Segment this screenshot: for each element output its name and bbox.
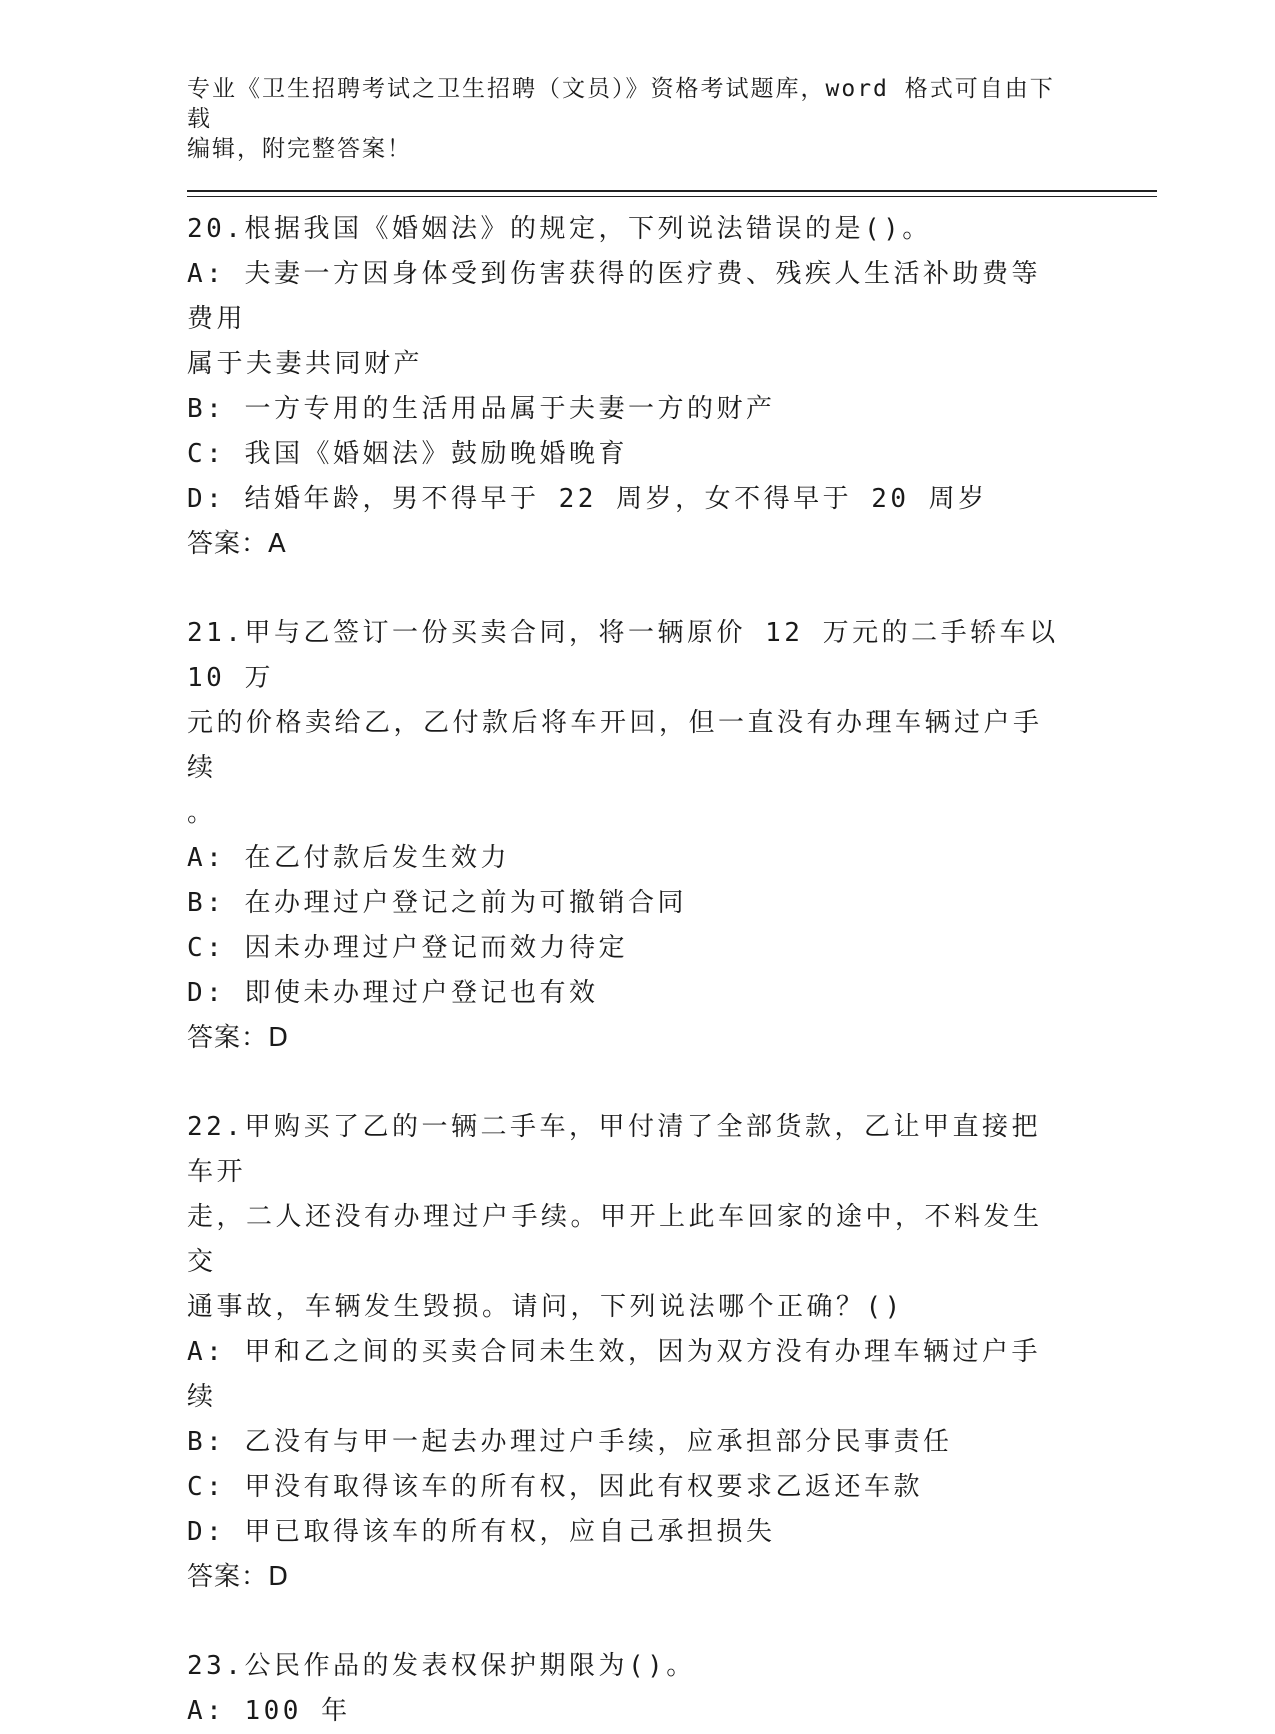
option-c: C: 甲没有取得该车的所有权，因此有权要求乙返还车款 bbox=[187, 1472, 923, 1502]
option-c: C: 我国《婚姻法》鼓励晚婚晚育 bbox=[187, 439, 628, 469]
option-b: B: 乙没有与甲一起去办理过户手续，应承担部分民事责任 bbox=[187, 1427, 953, 1457]
option-a: A: 夫妻一方因身体受到伤害获得的医疗费、残疾人生活补助费等费用 bbox=[187, 259, 1041, 334]
question-spacer bbox=[187, 1600, 1157, 1644]
header-divider bbox=[187, 190, 1157, 197]
question-stem: 23.公民作品的发表权保护期限为()。 bbox=[187, 1651, 696, 1681]
question-21 bbox=[187, 611, 1157, 1061]
option-b: B: 在办理过户登记之前为可撤销合同 bbox=[187, 888, 687, 918]
option-d: D: 甲已取得该车的所有权，应自己承担损失 bbox=[187, 1517, 776, 1547]
question-stem-continued: 通事故，车辆发生毁损。请问，下列说法哪个正确？() bbox=[187, 1292, 904, 1322]
question-stem: 22.甲购买了乙的一辆二手车，甲付清了全部货款，乙让甲直接把车开 bbox=[187, 1112, 1041, 1187]
document-page bbox=[187, 74, 1157, 1734]
question-stem-continued: 元的价格卖给乙，乙付款后将车开回，但一直没有办理车辆过户手续 bbox=[187, 708, 1043, 783]
header-line: 编辑，附完整答案！ bbox=[187, 136, 412, 162]
question-stem: 21.甲与乙签订一份买卖合同，将一辆原价 12 万元的二手轿车以 10 万 bbox=[187, 618, 1059, 693]
question-stem-continued: 走，二人还没有办理过户手续。甲开上此车回家的途中，不料发生交 bbox=[187, 1202, 1043, 1277]
option-a: A: 在乙付款后发生效力 bbox=[187, 843, 510, 873]
option-c: C: 因未办理过户登记而效力待定 bbox=[187, 933, 628, 963]
option-b: B: 一方专用的生活用品属于夫妻一方的财产 bbox=[187, 394, 776, 424]
question-spacer bbox=[187, 567, 1157, 611]
answer-label: 答案：D bbox=[187, 1023, 290, 1053]
answer-label: 答案：A bbox=[187, 529, 287, 559]
option-a: A: 100 年 bbox=[187, 1696, 351, 1726]
answer-label: 答案：D bbox=[187, 1562, 290, 1592]
option-a-continued: 属于夫妻共同财产 bbox=[187, 349, 424, 379]
question-20 bbox=[187, 207, 1157, 567]
question-stem-continued: 。 bbox=[187, 798, 217, 828]
document-header bbox=[187, 74, 1067, 164]
option-d: D: 即使未办理过户登记也有效 bbox=[187, 978, 599, 1008]
option-a: A: 甲和乙之间的买卖合同未生效，因为双方没有办理车辆过户手续 bbox=[187, 1337, 1041, 1412]
header-line: 专业《卫生招聘考试之卫生招聘（文员）》资格考试题库，word 格式可自由下载 bbox=[187, 76, 1055, 132]
question-spacer bbox=[187, 1061, 1157, 1105]
option-d: D: 结婚年龄，男不得早于 22 周岁，女不得早于 20 周岁 bbox=[187, 484, 988, 514]
question-22 bbox=[187, 1105, 1157, 1600]
question-23 bbox=[187, 1644, 1157, 1734]
question-stem: 20.根据我国《婚姻法》的规定，下列说法错误的是()。 bbox=[187, 214, 932, 244]
